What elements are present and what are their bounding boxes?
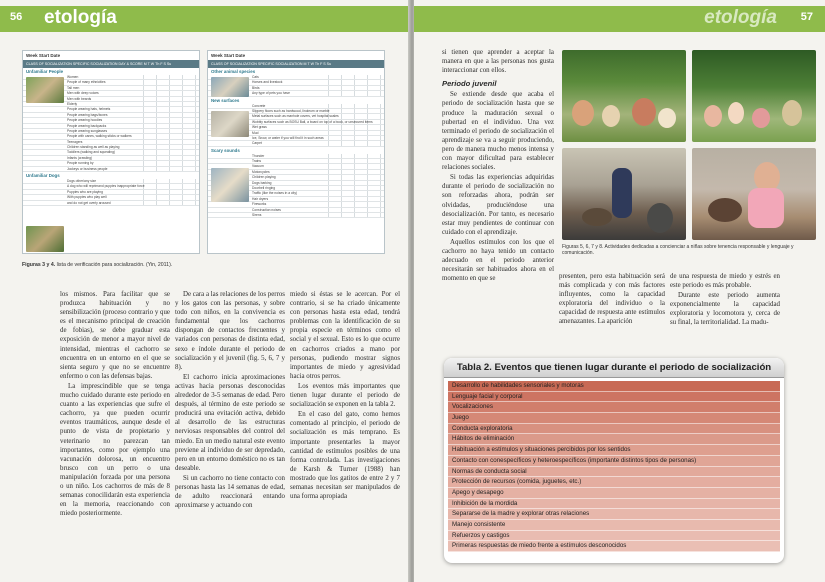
checklist-category: Unfamiliar People	[26, 69, 64, 74]
table-row: Apego y desapego	[448, 488, 780, 499]
left-text-column-3	[290, 290, 400, 502]
checklist-week-label: Week Start Date	[211, 53, 246, 58]
checklist-header: CLASS OF SOCIALIZATION SPECIFIC SOCIALIZATION DAY & SCORE M T W Th F S Su	[23, 60, 199, 68]
checklist-row: Trains	[208, 159, 384, 164]
checklist-row: Vacuum	[208, 164, 384, 169]
checklist-unfamiliar-people	[22, 50, 200, 254]
paragraph: si tienen que aprender a aceptar la manera en que a las personas nos gusta interaccionar con ellos.	[442, 49, 554, 75]
paragraph: Aquellos estímulos con los que el cachorro no haya tenido un contacto adecuado en el periodo anterior necesitarán ser habituados ahora en el momento en que se	[442, 238, 554, 283]
photo-child-with-dog-indoor	[562, 148, 686, 240]
checklist-category: Other animal species	[211, 69, 256, 74]
figure-caption-text: lista de verificación para socialización. (Yin, 2011).	[55, 262, 173, 268]
left-page	[0, 0, 410, 582]
table-row: Habituación a estímulos y situaciones percibidos por los sentidos	[448, 445, 780, 456]
checklist-row: People running by	[23, 161, 199, 166]
paragraph: los mismos. Para facilitar que se produzca habituación y no sensibilización (proceso contrario y que es el mecanismo principal de creación de fobias), se debe graduar esta exposición de menor a mayor nivel de intensidad, mientras el cachorro se encuentra en un entorno en el que se sienta seguro y que no se encuentre enfermo o con las defensas bajas.	[60, 291, 170, 380]
checklist-row: People wearing bags/boxes	[23, 113, 199, 118]
paragraph: miedo si éstas se le acercan. Por el contrario, si se ha criado únicamente con personas hasta esta edad, tendrá problemas con la identificación de su propia especie en términos como el social y el sexual. Esto es lo que ocurre en cachorros criados a mano por personas, pudiendo mostrar signos importantes de miedo y agresividad hacia otros perros.	[290, 291, 400, 380]
checklist-row: Infants (crawling)	[23, 156, 199, 161]
figure-caption-label: Figuras 3 y 4.	[22, 262, 56, 268]
checklist-row: Construction noises	[208, 208, 384, 213]
paragraph: El cachorro inicia aproximaciones activas hacia personas desconocidas alrededor de 3-5 semanas de edad. Pero después, al término de este periodo se producirá una evitación activa, debido al desarrollo de las estructuras nerviosas responsables del control del miedo. En un medio natural este evento previene al individuo de ser depredado, pero en un entorno doméstico no es tan deseable.	[175, 373, 285, 472]
paragraph: En el caso del gato, como hemos comentado al principio, el periodo de socialización es más temprano. Es importante presentarles la mayor cantidad de estímulos posibles de una forma controlada. Las investigaciones de Karsh & Turner (1988) han mostrado que los gatitos de entre 2 y 7 semanas necesitan ser manipulados de una forma apropiada	[290, 411, 400, 501]
left-section-title: etología	[44, 7, 117, 28]
checklist-photo	[26, 77, 64, 103]
table-row: Protección de recursos (comida, juguetes, etc.)	[448, 477, 780, 488]
checklist-row: Thunder	[208, 154, 384, 159]
checklist-category: Scary sounds	[211, 147, 240, 153]
table-row: Desarrollo de habilidades sensoriales y motoras	[448, 381, 780, 392]
checklist-row: Concrete	[208, 104, 384, 109]
checklist-photo	[211, 111, 249, 137]
checklist-row: Children standing as well as playing	[23, 145, 199, 150]
checklist-row: Jockeys or business people	[23, 167, 199, 172]
table-row: Vocalizaciones	[448, 402, 780, 413]
checklist-row: People wearing hats, helmets	[23, 107, 199, 112]
paragraph: presenten, pero esta habituación será más complicada y con más factores influyentes, como la capacidad exploratoria del individuo o la capacidad de respuesta ante estímulos amenazantes. La aparición	[559, 273, 665, 326]
checklist-category: Unfamiliar Dogs	[26, 173, 60, 179]
checklist-row: Men with beards	[23, 97, 199, 102]
checklist-row: With puppies who play well	[23, 195, 199, 200]
left-page-number: 56	[10, 11, 23, 23]
checklist-row: Horses and livestock	[208, 80, 384, 85]
checklist-row: Traffic (like the noises in a city)	[208, 191, 384, 196]
left-text-column-1	[60, 290, 170, 519]
checklist-photo	[211, 77, 249, 97]
checklist-rows	[23, 179, 199, 206]
checklist-row: Elderly	[23, 102, 199, 107]
table-row: Primeras respuestas de miedo frente a estímulos desconocidos	[448, 541, 780, 552]
table-row: Manejo consistente	[448, 520, 780, 531]
checklist-row: A dog who will reprimand puppies inappropriate force	[23, 184, 199, 189]
checklist-row: Fireworks	[208, 202, 384, 207]
table-rows	[448, 381, 780, 559]
left-text-column-2	[175, 290, 285, 511]
checklist-header: CLASS OF SOCIALIZATION SPECIFIC SOCIALIZATION M T W Th F S Su	[208, 60, 384, 68]
table-row: Normas de conducta social	[448, 467, 780, 478]
socialization-events-table	[444, 358, 784, 563]
photo-children-outdoor-1	[562, 50, 686, 142]
checklist-row: Dogs other/any size	[23, 179, 199, 184]
checklist-row: Ice, Snow, or water if you will find it in such areas	[208, 136, 384, 141]
checklist-row: Motorcycles	[208, 170, 384, 175]
paragraph: Se extiende desde que acaba el periodo de socialización hasta que se produce la maduración sexual o pubertad en el individuo. Una vez terminado el periodo de socialización el aprendizaje se va a seguir produciendo, pero de manera mucho menos intensa y con mayor dificultad para establecer relaciones sociales.	[442, 91, 554, 172]
checklist-row: People wearing backpacks	[23, 124, 199, 129]
checklist-body	[208, 68, 384, 253]
checklist-row: Birds	[208, 86, 384, 91]
right-page-number: 57	[800, 11, 813, 23]
section-heading: Periodo juvenil	[442, 79, 497, 89]
paragraph: Durante este periodo aumenta exponencialmente la capacidad exploratoria y locomotora y, cerca de su final, la territorialidad. La madu-	[670, 292, 780, 327]
checklist-row: Puppies who are playing	[23, 190, 199, 195]
right-section-title: etología	[704, 7, 777, 28]
checklist-animals-surfaces-sounds	[207, 50, 385, 254]
table-row: Lenguaje facial y corporal	[448, 392, 780, 403]
figure-caption	[22, 262, 392, 268]
checklist-row: Children playing	[208, 175, 384, 180]
checklist-row: Doorbell ringing	[208, 186, 384, 191]
checklist-body	[23, 68, 199, 253]
left-page-header	[0, 6, 410, 32]
paragraph: De cara a las relaciones de los perros y los gatos con las personas, y sobre todo con niños, en la convivencia es fundamental que los cachorros dispongan de contactos frecuentes y variados con personas de distinta edad, sexo e índole durante el periodo de socialización y el juvenil (fig. 5, 6, 7 y 8).	[175, 291, 285, 371]
checklist-photo	[211, 168, 249, 202]
checklist-row: Hair dryers	[208, 197, 384, 202]
checklist-row: Metal surfaces such as manhole covers, vet hospital scales	[208, 114, 384, 119]
photo-children-outdoor-2	[692, 50, 816, 142]
photo-girl-with-dog	[692, 148, 816, 240]
checklist-category: New surfaces	[211, 97, 240, 103]
paragraph: La imprescindible que se tenga mucho cuidado durante este periodo en cuanto a las experiencias que sufre el cachorro, ya que pueden ocurrir eventos traumáticos, aunque desde el punto de vista de propietario y veterinario no parezcan tan importantes, como por ejemplo una vacunación dolorosa, un encuentro brusco con un perro o una manipulación forzada por una persona o un niño. Los cachorros de más de 8 semanas conocilidarán esta experiencia en la memoria, reaccionando con miedo posteriormente.	[60, 382, 170, 518]
checklist-row: People wearing hoodies	[23, 118, 199, 123]
paragraph: Si un cachorro no tiene contacto con personas hasta las 14 semanas de edad, de adulto reaccionará entando aproximarse y actuando con	[175, 474, 285, 510]
checklist-row: Slippery floors such as hardwood, linoleum or marble	[208, 109, 384, 114]
checklist-row: People wearing sunglasses	[23, 129, 199, 134]
photo-caption: Figuras 5, 6, 7 y 8. Actividades dedicadas a concienciar a niñas sobre tenencia responsable y lenguaje y comunicación.	[562, 244, 794, 256]
paragraph: Si todas las experiencias adquiridas durante el periodo de socialización no son reforzadas ahora, podrán ser olvidadas, produciéndose una desocialización. Por tanto, es necesario estar muy pendientes de continuar con cuidado con el aprendizaje.	[442, 174, 554, 236]
checklist-row: Toddlers (walking and squealing)	[23, 150, 199, 155]
photo-grid	[562, 50, 816, 240]
checklist-row: Tall men	[23, 86, 199, 91]
checklist-row: People with canes, walking sticks or walkers	[23, 134, 199, 139]
table-row: Hábitos de eliminación	[448, 434, 780, 445]
right-text-column-3	[670, 272, 780, 329]
checklist-row: Sirens	[208, 213, 384, 218]
table-row: Conducta exploratoria	[448, 424, 780, 435]
right-text-column-1	[442, 48, 554, 284]
checklist-week-label: Week Start Date	[26, 53, 61, 58]
checklist-row: Wobbly surfaces such as BOSU Ball, a board on top of a book, or unsecured items	[208, 120, 384, 125]
paragraph: Los eventos más importantes que tienen lugar durante el periodo de socialización se exponen en la tabla 2.	[290, 382, 400, 409]
table-row: Juego	[448, 413, 780, 424]
table-row: Separarse de la madre y explorar otras relaciones	[448, 509, 780, 520]
checklist-row: Cats	[208, 75, 384, 80]
checklist-row: People of many ethnicities	[23, 80, 199, 85]
checklist-row: Men with deep voices	[23, 91, 199, 96]
table-row: Inhibición de la mordida	[448, 499, 780, 510]
checklist-row: Any type of pets you have	[208, 91, 384, 96]
checklist-row: Mud	[208, 131, 384, 136]
checklist-row: Teenagers	[23, 140, 199, 145]
right-page	[414, 0, 825, 582]
paragraph: de una respuesta de miedo y estrés en este periodo es más probable.	[670, 273, 780, 290]
checklist-photo	[26, 226, 64, 252]
table-title: Tabla 2. Eventos que tienen lugar durante el periodo de socialización	[444, 358, 784, 378]
right-page-header	[414, 6, 825, 32]
table-row: Contacto con conespecíficos y heteroespecíficos (importante distintos tipos de personas)	[448, 456, 780, 467]
checklist-row: and do not get overly aroused	[23, 201, 199, 206]
checklist-row: Carpet	[208, 141, 384, 146]
table-row: Refuerzos y castigos	[448, 531, 780, 542]
checklist-row: Wet grass	[208, 125, 384, 130]
right-text-column-2	[559, 272, 665, 328]
checklist-row: Women	[23, 75, 199, 80]
checklist-row: Dogs barking	[208, 181, 384, 186]
